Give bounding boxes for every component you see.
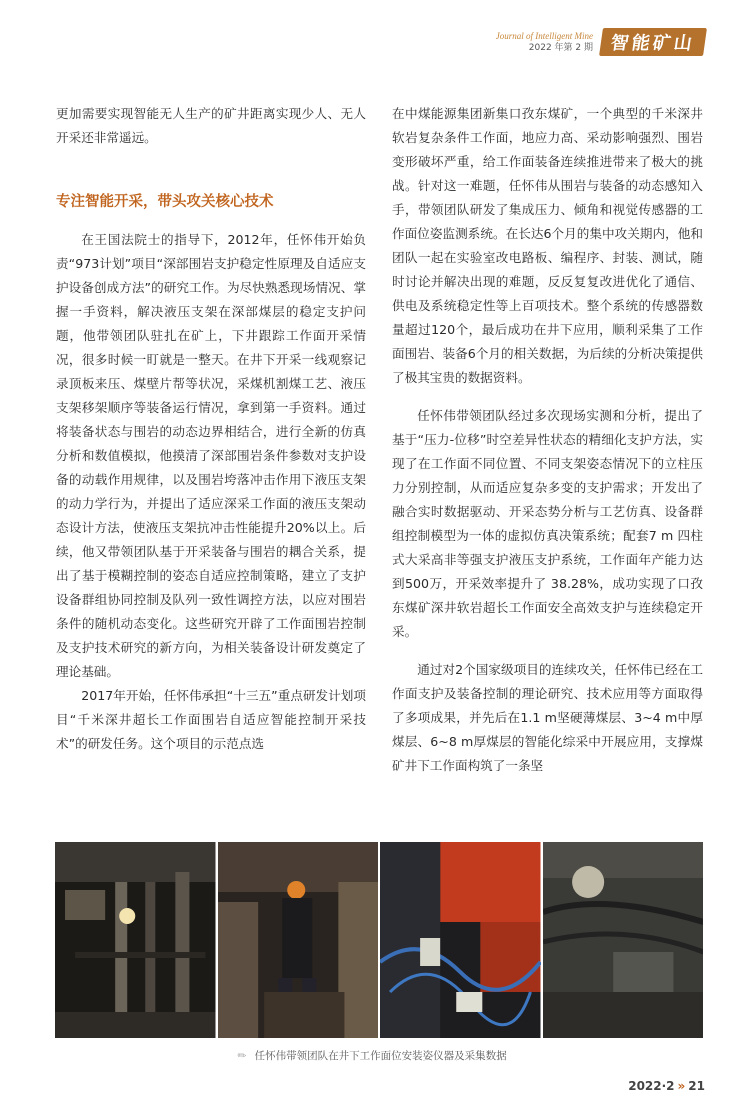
paragraph: 更加需要实现智能无人生产的矿井距离实现少人、无人开采还非常遥远。 [56, 106, 366, 145]
pencil-icon: ✎ [235, 1048, 251, 1064]
journal-english-title: Journal of Intelligent Mine [495, 31, 593, 41]
right-column [392, 102, 703, 778]
caption-text: 任怀伟带领团队在井下工作面位安装姿仪器及采集数据 [254, 1050, 507, 1062]
footer-date: 2022·2 [628, 1079, 675, 1093]
paragraph: 在中煤能源集团新集口孜东煤矿，一个典型的千米深井软岩复杂条件工作面，地应力高、采动影响强烈、围岩变形破坏严重，给工作面装备连续推进带来了极大的挑战。针对这一难题，任怀伟从围岩与装备的动态感知入手，带领团队研发了集成压力、倾角和视觉传感器的工作面位姿监测系统。在长达6个月的集中攻关期内，他和团队一起在实验室改电路板、编程序、封装、测试，随时讨论并解决出现的难题，反反复复改进优化了通信、供电及系统稳定性等上百项技术。整个系统的传感器数量超过120个，最后成功在井下应用，顺利采集了工作面围岩、装备6个月的相关数据，为后续的分析决策提供了极其宝贵的数据资料。 [392, 106, 703, 385]
mine-photo-3 [380, 842, 541, 1038]
paragraph: 2017年开始，任怀伟承担“十三五”重点研发计划项目“千米深井超长工作面围岩自适应智能控制开采技术”的研发任务。这个项目的示范点选 [56, 688, 366, 751]
paragraph: 通过对2个国家级项目的连续攻关，任怀伟已经在工作面支护及装备控制的理论研究、技术应用等方面取得了多项成果，并先后在1.1 m坚硬薄煤层、3~4 m中厚煤层、6~8 m厚煤层的智能化综采中开展应用，支撑煤矿井下工作面构筑了一条坚 [392, 662, 703, 773]
mine-photo-1 [55, 842, 216, 1038]
section-title: 专注智能开采，带头攻关核心技术 [56, 194, 274, 210]
header-text [496, 30, 593, 54]
mine-photo-4 [543, 842, 704, 1038]
paragraph: 在王国法院士的指导下，2012年，任怀伟开始负责“973计划”项目“深部围岩支护稳定性原理及自适应支护设备创成方法”的研究工作。为尽快熟悉现场情况、掌握一手资料，解决液压支架在深部煤层的稳定支护问题，他带领团队驻扎在矿上，下井跟踪工作面开采情况，很多时候一盯就是一整天。在井下开采一线观察记录顶板来压、煤壁片帮等状况，采煤机割煤工艺、液压支架移架顺序等装备运行情况，拿到第一手资料。通过将装备状态与围岩的动态边界相结合，进行全新的仿真分析和数值模拟，他摸清了深部围岩条件参数对支护设备的动载作用规律，以及围岩垮落冲击作用下液压支架的动力学行为，并提出了适应深采工作面的液压支架动态设计方法，使液压支架抗冲击性能提升20%以上。后续，他又带领团队基于开采装备与围岩的耦合关系，提出了基于模糊控制的姿态自适应控制策略，建立了支护设备群组协同控制及队列一致性调控方法，以应对围岩条件的随机动态变化。这些研究开辟了工作面围岩控制及支护技术研究的新方向，为相关装备设计研发奠定了理论基础。 [56, 232, 366, 679]
brand-logo: 智能矿山 [599, 28, 707, 56]
page-header [496, 22, 705, 62]
photo-caption [0, 1048, 745, 1063]
mine-photo-2 [218, 842, 379, 1038]
double-arrow-icon: » [677, 1079, 686, 1093]
left-column [56, 102, 366, 756]
photo-strip [55, 842, 703, 1038]
page-footer [628, 1079, 705, 1093]
page-number: 21 [688, 1079, 705, 1093]
paragraph: 任怀伟带领团队经过多次现场实测和分析，提出了基于“压力-位移”时空差异性状态的精细化支护方法，实现了在工作面不同位置、不同支架姿态情况下的立柱压力分别控制，从而适应复杂多变的支护需求；开发出了融合实时数据驱动、开采态势分析与工艺仿真、设备群组控制模型为一体的虚拟仿真决策系统；配套7 m 四柱式大采高非等强支护液压支护系统，工作面年产能力达到500万，开采效率提升了 38.28%，成功实现了口孜东煤矿深井软岩超长工作面安全高效支护与连续稳定开采。 [392, 408, 703, 639]
issue-number: 2022 年第 2 期 [528, 43, 593, 53]
